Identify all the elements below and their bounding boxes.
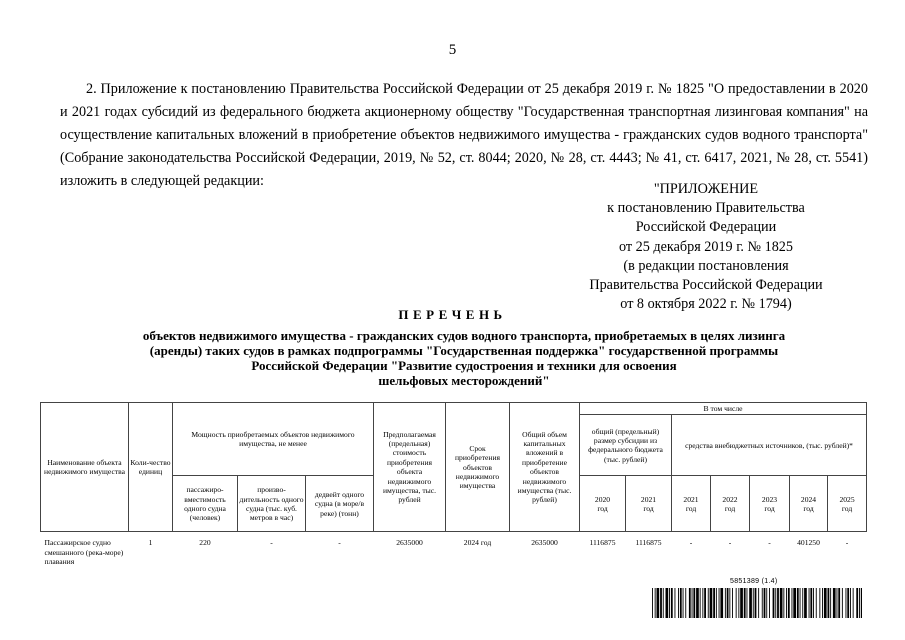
barcode-bar: [663, 588, 664, 618]
header-name: Наименование объекта недвижимого имущества: [41, 403, 129, 532]
barcode-bar: [780, 588, 783, 618]
cell-subsidy-2021: 1116875: [635, 538, 662, 548]
barcode-bar: [725, 588, 726, 618]
cell-estimated-cost: 2635000: [396, 538, 423, 548]
barcode-bar: [788, 588, 790, 618]
header-year-extra-2023: [750, 476, 790, 532]
barcode-bar: [797, 588, 799, 618]
year-word: год: [643, 503, 654, 513]
barcode-bar: [762, 588, 763, 618]
cell-passenger: 220: [199, 538, 211, 548]
barcode-number: 5851389 (1.4): [730, 578, 778, 585]
barcode-bar: [842, 588, 843, 618]
barcode-bar: [861, 588, 862, 618]
barcode-bar: [704, 588, 706, 618]
barcode-bar: [727, 588, 729, 618]
barcode-bar: [830, 588, 831, 618]
barcode-bar: [660, 588, 662, 618]
barcode-bar: [693, 588, 695, 618]
subtitle-line: Российской Федерации "Развитие судостроения и техники для освоения: [251, 358, 677, 373]
cell-extra-2025: -: [845, 538, 849, 548]
header-term: Срок приобретения объектов недвижимого имущества: [446, 403, 510, 532]
barcode-bar: [804, 588, 807, 618]
barcode-bar: [747, 588, 748, 618]
barcode-bar: [802, 588, 803, 618]
barcode-bar: [758, 588, 759, 618]
barcode-bar: [669, 588, 670, 618]
appendix-line: "ПРИЛОЖЕНИЕ: [653, 181, 759, 197]
cell-productivity: -: [270, 538, 273, 548]
cell-subsidy-2020: 1116875: [589, 538, 616, 548]
header-total-volume: Общий объем капитальных вложений в приобретение объектов недвижимого имущества (тыс. рублей): [510, 403, 580, 532]
header-subsidy: общий (предельный) размер субсидии из федерального бюджета (тыс. рублей): [580, 415, 672, 476]
barcode-bar: [671, 588, 673, 618]
cell-deadweight: -: [338, 538, 341, 548]
year-word: год: [685, 503, 697, 513]
barcode-bar: [708, 588, 709, 618]
barcode-bar: [800, 588, 801, 618]
barcode-bar: [769, 588, 770, 618]
barcode-bar: [783, 588, 784, 618]
cell-extra-2022: -: [728, 538, 732, 548]
barcode-bar: [700, 588, 701, 618]
appendix-line: к постановлению Правительства: [607, 200, 805, 217]
barcode-bar: [853, 588, 854, 618]
barcode-bar: [773, 588, 775, 618]
objects-table: [40, 402, 867, 568]
year-value: 2021: [640, 494, 657, 504]
cell-qty: 1: [148, 538, 153, 548]
cell-term: 2024 год: [463, 538, 492, 548]
barcode-bar: [856, 588, 858, 618]
header-power: Мощность приобретаемых объектов недвижимого имущества, не менее: [173, 403, 374, 476]
year-value: 2025: [839, 494, 855, 504]
barcode-icon: [652, 588, 862, 618]
barcode-bar: [738, 588, 739, 618]
subtitle-line: (аренды) таких судов в рамках подпрограммы "Государственная поддержка" государственной программы: [149, 343, 779, 358]
barcode-bar: [847, 588, 849, 618]
appendix-line: от 25 декабря 2019 г. № 1825: [619, 238, 793, 255]
barcode-bar: [666, 588, 669, 618]
cell-name: Пассажирское судно смешанного (река-море) плавания: [44, 538, 124, 567]
barcode-bar: [689, 588, 691, 618]
cell-extra-2021: -: [689, 538, 693, 548]
barcode-bar: [657, 588, 660, 618]
barcode-bar: [740, 588, 743, 618]
year-word: год: [764, 503, 775, 513]
amendment-text: 2. Приложение к постановлению Правительства Российской Федерации от 25 декабря 2019 г. № 1825 "О предоставлении в 2020 и 2021 годах субсидий из федерального бюджета акционерному обществу "Государственная транспортная лизинговая компания" на осуществление капитальных вложений в приобретение объектов недвижимого имущества - гражданских судов водного транспорта" (Собрание законодательства Российской Федерации, 2019, № 52, ст. 8044; 2020, № 28, ст. 4443; № 41, ст. 6417, 2021, № 28, ст. 5541) изложить в следующей редакции:: [60, 81, 868, 189]
barcode-bar: [810, 588, 812, 618]
header-qty: Коли-чество единиц: [129, 403, 173, 532]
barcode-bar: [822, 588, 823, 618]
appendix-line: Правительства Российской Федерации: [589, 277, 823, 294]
header-year-extra-2021: [672, 476, 711, 532]
header-year-extra-2025: [828, 476, 867, 532]
table-row: [41, 532, 867, 568]
barcode-bar: [744, 588, 746, 618]
barcode-bar: [786, 588, 787, 618]
year-value: 2024: [800, 494, 817, 504]
barcode-bar: [766, 588, 767, 618]
barcode-bar: [809, 588, 810, 618]
cell-extra-2024: 401250: [797, 538, 820, 548]
barcode-bar: [775, 588, 776, 618]
barcode-bar: [696, 588, 699, 618]
barcode-bar: [675, 588, 676, 618]
barcode-bar: [764, 588, 766, 618]
year-word: год: [597, 503, 608, 513]
header-estimated-cost: Предполагаемая (предельная) стоимость приобретения объекта недвижимого имущества, тыс. рублей: [374, 403, 446, 532]
barcode-bar: [685, 588, 686, 618]
subtitle-line: объектов недвижимого имущества - гражданских судов водного транспорта, приобретаемых в целях лизинга: [142, 328, 786, 343]
barcode-bar: [753, 588, 754, 618]
barcode-bar: [792, 588, 793, 618]
amendment-paragraph: [60, 78, 868, 193]
year-word: год: [803, 503, 814, 513]
header-year-subsidy-2021: [626, 476, 672, 532]
header-year-extra-2022: [711, 476, 750, 532]
list-title: ПЕРЕЧЕНЬ: [398, 307, 507, 322]
year-value: 2022: [722, 494, 738, 504]
barcode-bar: [816, 588, 817, 618]
barcode-bar: [846, 588, 847, 618]
barcode-bar: [859, 588, 860, 618]
header-extrabudget: средства внебюджетных источников, (тыс. рублей)*: [672, 415, 867, 476]
cell-total-volume: 2635000: [531, 538, 558, 548]
barcode-bar: [680, 588, 682, 618]
appendix-line: (в редакции постановления: [623, 257, 789, 274]
cell-extra-2023: -: [768, 538, 771, 548]
barcode-bar: [720, 588, 723, 618]
barcode-bar: [716, 588, 717, 618]
barcode-bar: [749, 588, 752, 618]
barcode-bar: [838, 588, 840, 618]
header-productivity: произво-дительность одного судна (тыс. куб. метров в час): [238, 476, 306, 532]
barcode-bar: [850, 588, 851, 618]
barcode-bar: [793, 588, 796, 618]
header-passenger: пассажиро-вместимость одного судна (человек): [173, 476, 238, 532]
year-word: год: [841, 503, 853, 513]
header-year-extra-2024: [790, 476, 828, 532]
barcode-bar: [710, 588, 713, 618]
barcode-bar: [652, 588, 653, 618]
barcode-bar: [683, 588, 684, 618]
barcode-bar: [828, 588, 830, 618]
barcode-bar: [729, 588, 730, 618]
barcode-bar: [732, 588, 733, 618]
barcode-bar: [678, 588, 679, 618]
year-value: 2023: [761, 494, 778, 504]
barcode-bar: [833, 588, 836, 618]
barcode-bar: [777, 588, 779, 618]
year-value: 2020: [594, 494, 611, 504]
appendix-block: [575, 180, 837, 314]
header-year-subsidy-2020: [580, 476, 626, 532]
subtitle-line: шельфовых месторождений": [378, 373, 550, 388]
appendix-line: от 8 октября 2022 г. № 1794): [620, 296, 792, 313]
header-deadweight: дедвейт одного судна (в море/в реке) (тонн): [306, 476, 374, 532]
barcode-bar: [837, 588, 838, 618]
barcode-bar: [719, 588, 720, 618]
barcode-bar: [655, 588, 656, 618]
barcode-bar: [824, 588, 827, 618]
barcode-bar: [736, 588, 737, 618]
header-including: В том числе: [580, 403, 867, 415]
year-word: год: [724, 503, 736, 513]
barcode-bar: [713, 588, 715, 618]
year-value: 2021: [683, 494, 699, 504]
barcode-bar: [813, 588, 814, 618]
page-number: 5: [448, 42, 457, 58]
list-subtitle: [60, 328, 868, 388]
barcode-bar: [702, 588, 703, 618]
barcode-bar: [819, 588, 820, 618]
barcode-bar: [755, 588, 757, 618]
appendix-line: Российской Федерации: [635, 219, 777, 236]
barcode-bar: [692, 588, 693, 618]
